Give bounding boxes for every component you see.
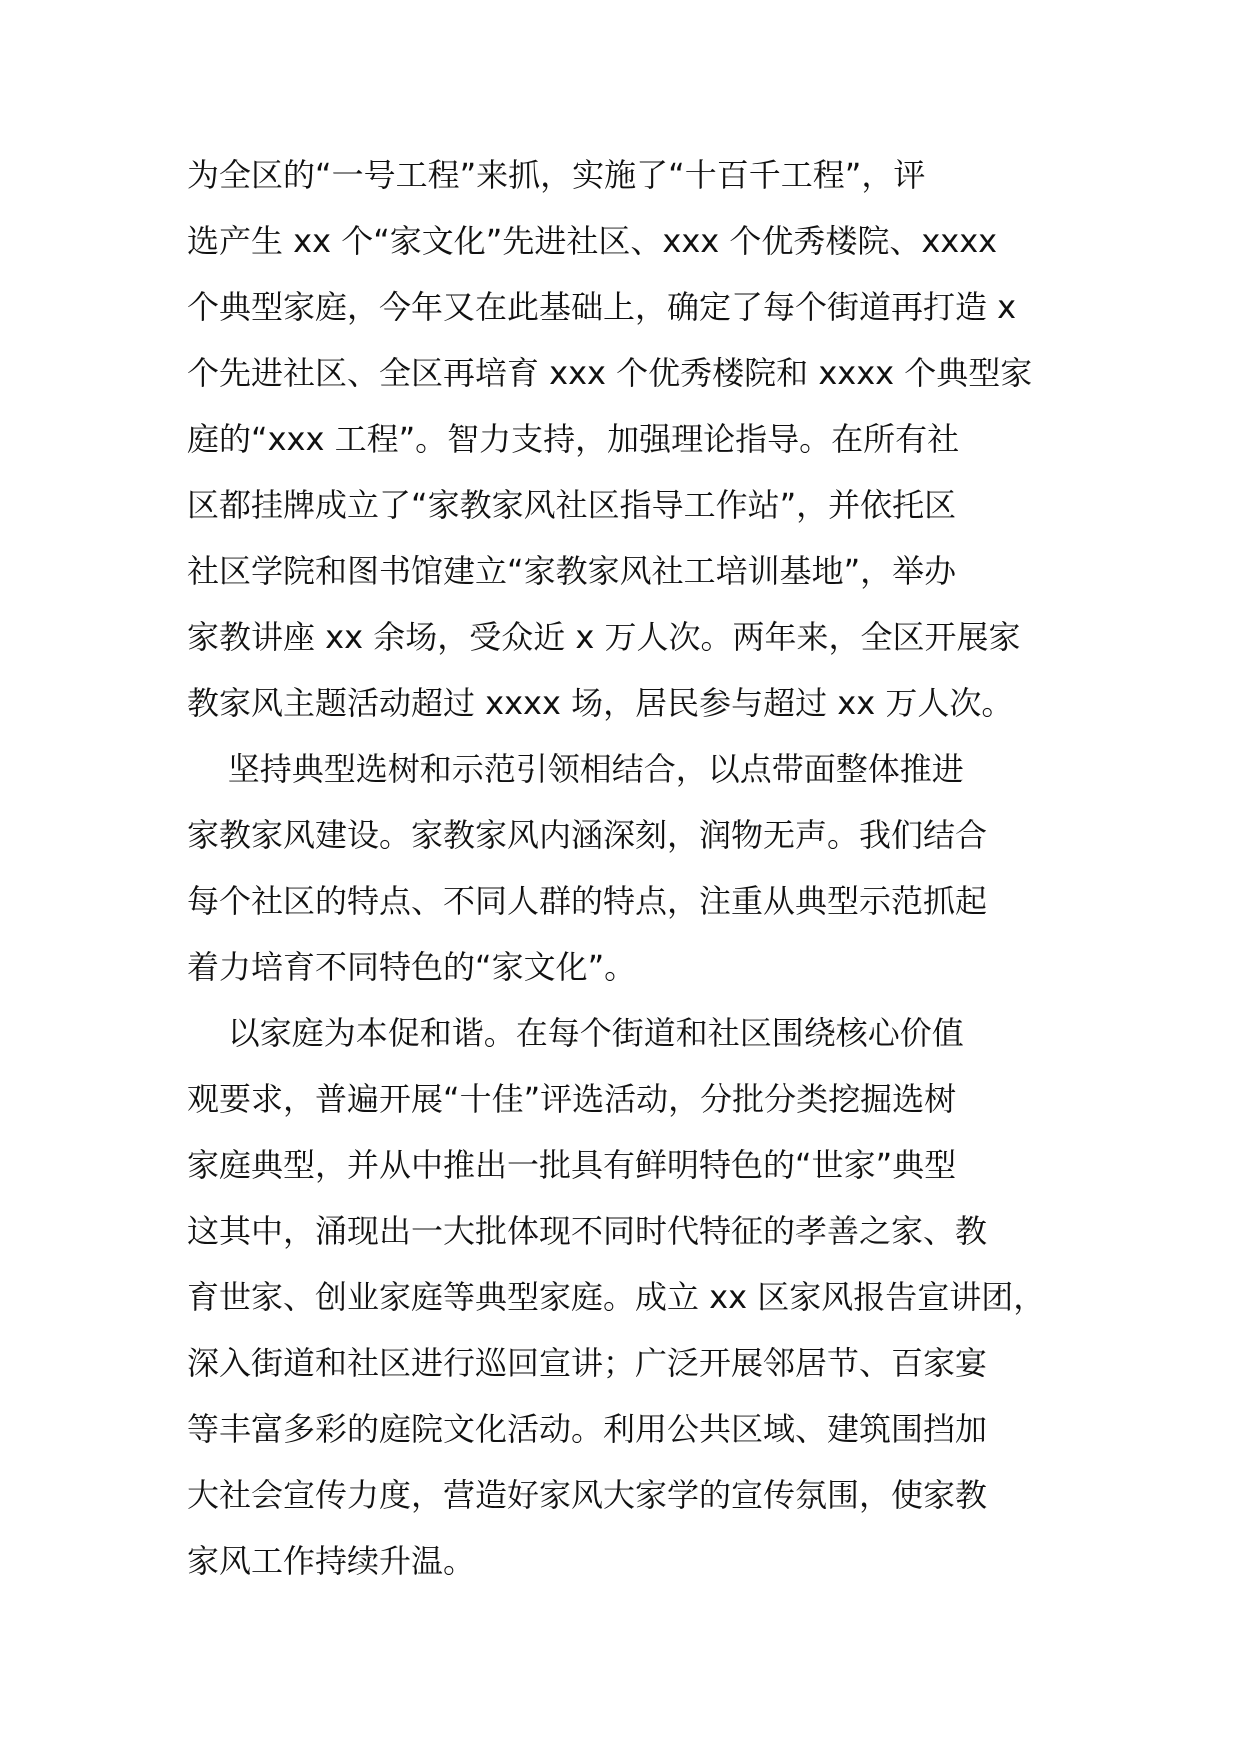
text-line: 育世家、创业家庭等典型家庭。成立 xx 区家风报告宣讲团，	[187, 1278, 1046, 1316]
text-line: 家教讲座 xx 余场，受众近 x 万人次。两年来，全区开展家	[187, 618, 1021, 656]
text-line: 坚持典型选树和示范引领相结合，以点带面整体推进	[187, 750, 964, 788]
text-line: 每个社区的特点、不同人群的特点，注重从典型示范抓起	[187, 882, 988, 920]
text-line: 着力培育不同特色的“家文化”。	[187, 948, 637, 986]
text-line: 等丰富多彩的庭院文化活动。利用公共区域、建筑围挡加	[187, 1410, 988, 1448]
text-line: 家庭典型，并从中推出一批具有鲜明特色的“世家”典型	[187, 1146, 957, 1184]
text-line: 区都挂牌成立了“家教家风社区指导工作站”，并依托区	[187, 486, 957, 524]
text-line: 为全区的“一号工程”来抓，实施了“十百千工程”，评	[187, 156, 926, 194]
text-line: 庭的“xxx 工程”。智力支持，加强理论指导。在所有社	[187, 420, 960, 458]
text-line: 大社会宣传力度，营造好家风大家学的宣传氛围，使家教	[187, 1476, 988, 1514]
text-line: 社区学院和图书馆建立“家教家风社工培训基地”，举办	[187, 552, 957, 590]
text-line: 以家庭为本促和谐。在每个街道和社区围绕核心价值	[187, 1014, 964, 1052]
text-line: 这其中，涌现出一大批体现不同时代特征的孝善之家、教	[187, 1212, 988, 1250]
body-text	[187, 142, 1067, 1594]
text-line: 个典型家庭，今年又在此基础上，确定了每个街道再打造 x	[187, 288, 1017, 326]
text-line: 家风工作持续升温。	[187, 1542, 476, 1580]
text-line: 个先进社区、全区再培育 xxx 个优秀楼院和 xxxx 个典型家	[187, 354, 1033, 392]
text-line: 深入街道和社区进行巡回宣讲；广泛开展邻居节、百家宴	[187, 1344, 988, 1382]
text-line: 教家风主题活动超过 xxxx 场，居民参与超过 xx 万人次。	[187, 684, 1014, 722]
text-line: 选产生 xx 个“家文化”先进社区、xxx 个优秀楼院、xxxx	[187, 222, 998, 260]
text-line: 观要求，普遍开展“十佳”评选活动，分批分类挖掘选树	[187, 1080, 957, 1118]
text-line: 家教家风建设。家教家风内涵深刻，润物无声。我们结合	[187, 816, 988, 854]
